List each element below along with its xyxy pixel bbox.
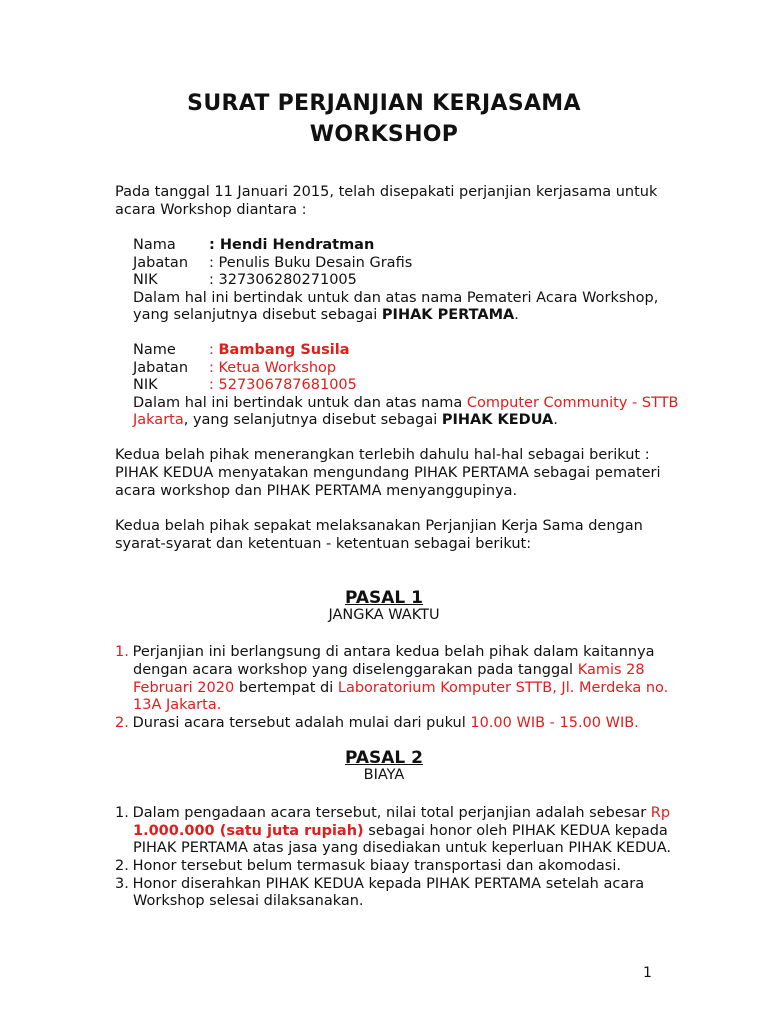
party2-org-city: Jakarta xyxy=(133,412,184,428)
para1-line-2: PIHAK KEDUA menyatakan mengundang PIHAK PERTAMA sebagai pemateri xyxy=(115,465,661,481)
party2-nik-colon: : xyxy=(209,377,219,393)
pasal1-item1-location-2: 13A Jakarta. xyxy=(133,697,222,713)
party2-nik-value: 527306787681005 xyxy=(218,377,357,393)
party2-role: PIHAK KEDUA xyxy=(441,412,554,428)
party2-name-colon: : xyxy=(209,342,219,358)
intro-line-1: Pada tanggal 11 Januari 2015, telah disepakati perjanjian kerjasama untuk xyxy=(115,184,658,200)
party1-job-value: : Penulis Buku Desain Grafis xyxy=(209,255,413,271)
pasal1-item2-text: Durasi acara tersebut adalah mulai dari pukul xyxy=(132,715,471,731)
party2-desc-text: Dalam hal ini bertindak untuk dan atas nama xyxy=(133,395,467,411)
party1-desc-end: . xyxy=(514,307,519,323)
pasal2-item3-text-1: Honor diserahkan PIHAK KEDUA kepada PIHAK PERTAMA setelah acara xyxy=(132,876,645,892)
party2-nik-row xyxy=(133,376,357,394)
pasal2-item3-line-2: Workshop selesai dilaksanakan. xyxy=(133,893,364,909)
pasal1-item1-line-1 xyxy=(115,643,655,661)
pasal2-item2-text: Honor tersebut belum termasuk biaay transportasi dan akomodasi. xyxy=(132,858,621,874)
party2-job-value: Ketua Workshop xyxy=(218,360,337,376)
party2-desc-text-2: , yang selanjutnya disebut sebagai xyxy=(183,412,442,428)
party1-job-label: Jabatan xyxy=(133,255,189,271)
party1-desc-text: yang selanjutnya disebut sebagai xyxy=(133,307,382,323)
pasal1-item2-line-1 xyxy=(115,714,639,732)
party2-org: Computer Community - STTB xyxy=(466,395,679,411)
pasal2-item1-line-2 xyxy=(133,822,668,840)
pasal1-item1-line-2 xyxy=(133,661,645,679)
party1-name-value: : Hendi Hendratman xyxy=(209,237,375,253)
pasal2-item1-amount: 1.000.000 (satu juta rupiah) xyxy=(133,823,364,839)
pasal1-item1-line-3 xyxy=(133,679,668,697)
party2-nik-label: NIK xyxy=(133,377,158,393)
party1-nik-row xyxy=(133,271,357,289)
party2-job-colon: : xyxy=(209,360,219,376)
party2-name-label: Name xyxy=(133,342,176,358)
document-title xyxy=(0,88,768,150)
pasal2-subtitle: BIAYA xyxy=(363,767,405,783)
party1-role: PIHAK PERTAMA xyxy=(381,307,515,323)
party2-desc-line-2 xyxy=(133,411,558,429)
party2-name-row xyxy=(133,341,349,359)
pasal2-item1-text-2: sebagai honor oleh PIHAK KEDUA kepada xyxy=(363,823,668,839)
party2-desc-line-1 xyxy=(133,394,679,412)
pasal2-item1-line-3: PIHAK PERTAMA atas jasa yang disediakan untuk keperluan PIHAK KEDUA. xyxy=(133,840,672,856)
title-line-1: SURAT PERJANJIAN KERJASAMA xyxy=(187,91,581,116)
title-line-2: WORKSHOP xyxy=(309,122,459,147)
party1-desc-line-2 xyxy=(133,306,519,324)
pasal1-item1-date-1: Kamis 28 xyxy=(577,662,645,678)
party1-name-row xyxy=(133,236,374,254)
pasal1-item2-number: 2. xyxy=(115,715,129,731)
pasal2-item2-line-1 xyxy=(115,857,621,875)
intro-line-2: acara Workshop diantara : xyxy=(115,202,307,218)
pasal1-item1-text-3: bertempat di xyxy=(234,680,338,696)
pasal1-title: PASAL 1 xyxy=(344,588,424,608)
pasal1-item1-text-2: dengan acara workshop yang diselenggarakan pada tanggal xyxy=(133,662,578,678)
pasal1-item1-number: 1. xyxy=(115,644,129,660)
pasal2-item1-number: 1. xyxy=(115,805,129,821)
pasal1-item1-line-4 xyxy=(133,696,221,714)
party2-job-row xyxy=(133,359,336,377)
pasal1-subtitle: JANGKA WAKTU xyxy=(328,607,440,623)
para2-line-1: Kedua belah pihak sepakat melaksanakan Perjanjian Kerja Sama dengan xyxy=(115,518,643,534)
para1-line-1: Kedua belah pihak menerangkan terlebih dahulu hal-hal sebagai berikut : xyxy=(115,447,650,463)
pasal1-item2-time: 10.00 WIB - 15.00 WIB. xyxy=(470,715,639,731)
pasal1-item1-text-1: Perjanjian ini berlangsung di antara kedua belah pihak dalam kaitannya xyxy=(132,644,655,660)
party1-name-label: Nama xyxy=(133,237,176,253)
pasal2-item1-currency: Rp xyxy=(650,805,671,821)
party1-nik-label: NIK xyxy=(133,272,158,288)
pasal2-title: PASAL 2 xyxy=(344,748,424,768)
party2-name-value: Bambang Susila xyxy=(218,342,350,358)
party2-desc-end: . xyxy=(553,412,558,428)
pasal1-item1-location: Laboratorium Komputer STTB, Jl. Merdeka no. xyxy=(337,680,669,696)
party1-nik-value: : 327306280271005 xyxy=(209,272,357,288)
party1-desc-line-1: Dalam hal ini bertindak untuk dan atas nama Pemateri Acara Workshop, xyxy=(133,290,659,306)
pasal2-item3-number: 3. xyxy=(115,876,129,892)
pasal2-item3-line-1 xyxy=(115,875,644,893)
page-number: 1 xyxy=(643,965,652,981)
pasal2-item1-line-1 xyxy=(115,804,670,822)
pasal2-item2-number: 2. xyxy=(115,858,129,874)
pasal2-item1-text-1: Dalam pengadaan acara tersebut, nilai total perjanjian adalah sebesar xyxy=(132,805,651,821)
party1-job-row xyxy=(133,254,412,272)
para1-line-3: acara workshop dan PIHAK PERTAMA menyanggupinya. xyxy=(115,483,518,499)
pasal1-item1-date-2: Februari 2020 xyxy=(133,680,235,696)
party2-job-label: Jabatan xyxy=(133,360,189,376)
para2-line-2: syarat-syarat dan ketentuan - ketentuan sebagai berikut: xyxy=(115,536,532,552)
